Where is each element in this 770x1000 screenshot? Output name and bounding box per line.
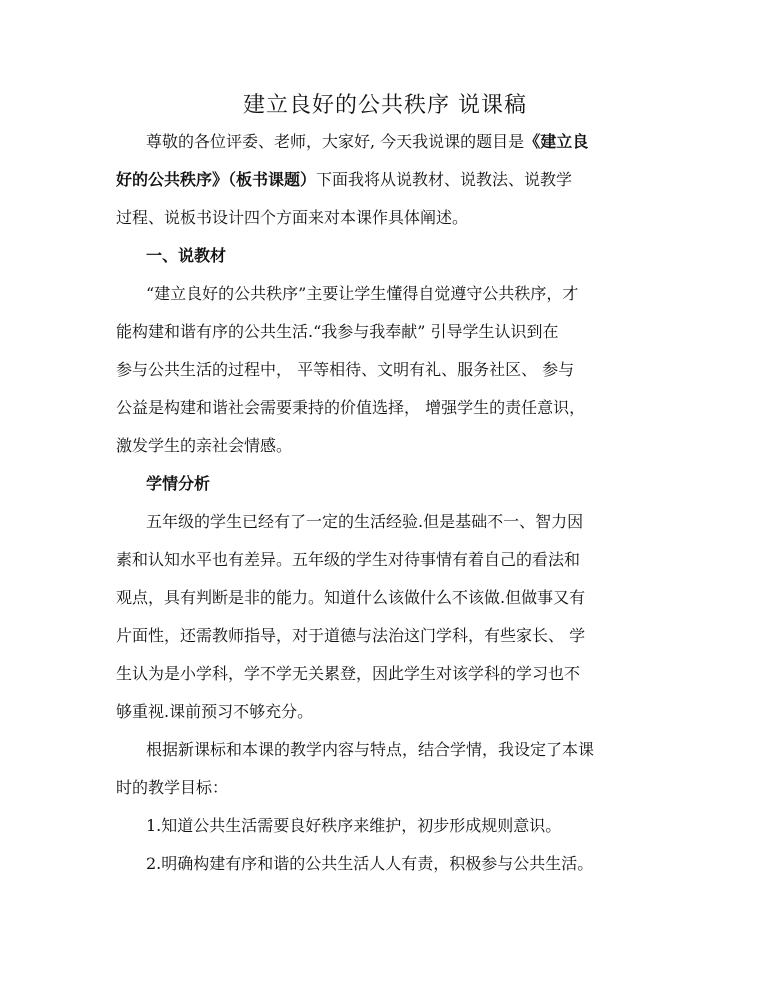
intro-line-1 [146, 132, 588, 152]
intro-text-2b: 下面我将从说教材、说教法、说教学 [316, 170, 573, 189]
goal-item-2: 2.明确构建有序和谐的公共生活人人有责，积极参与公共生活。 [146, 854, 594, 873]
intro-text-1a: 尊敬的各位评委、老师，大家好, 今天我说课的题目是 [146, 132, 525, 151]
goals-line-1: 根据新课标和本课的教学内容与特点，结合学情，我设定了本课 [146, 740, 595, 759]
section1-line-3: 参与公共生活的过程中， 平等相待、文明有礼、服务社区、 参与 [116, 360, 575, 379]
section2-line-2: 素和认知水平也有差异。五年级的学生对待事情有着自己的看法和 [116, 550, 581, 569]
section2-line-6: 够重视.课前预习不够充分。 [116, 702, 314, 721]
goals-line-2: 时的教学目标： [116, 778, 229, 797]
intro-text-2a: 好的公共秩序》（板书课题） [116, 170, 317, 189]
section1-line-4: 公益是构建和谐社会需要秉持的价值选择， 增强学生的责任意识， [116, 398, 586, 417]
section1-line-1: “建立良好的公共秩序”主要让学生懂得自觉遵守公共秩序，才 [146, 284, 579, 303]
intro-line-3: 过程、说板书设计四个方面来对本课作具体阐述。 [116, 208, 469, 227]
section2-line-1: 五年级的学生已经有了一定的生活经验.但是基础不一、智力因 [146, 512, 584, 531]
intro-text-1b: 《建立良 [524, 132, 589, 151]
section-heading-textbook: 一、说教材 [146, 246, 227, 265]
goal-item-1: 1.知道公共生活需要良好秩序来维护，初步形成规则意识。 [146, 816, 562, 835]
section1-line-2: 能构建和谐有序的公共生活.“我参与我奉献” 引导学生认识到在 [116, 322, 559, 341]
section2-line-3: 观点，具有判断是非的能力。知道什么该做什么不该做.但做事又有 [116, 588, 586, 607]
section-heading-student-analysis: 学情分析 [146, 474, 211, 493]
section2-line-5: 生认为是小学科，学不学无关累登，因此学生对该学科的学习也不 [116, 664, 581, 683]
document-title: 建立良好的公共秩序 说课稿 [243, 93, 527, 118]
section2-line-4: 片面性，还需教师指导，对于道德与法治这门学科，有些家长、 学 [116, 626, 586, 645]
section1-line-5: 激发学生的亲社会情感。 [116, 436, 293, 455]
intro-line-2 [116, 170, 572, 190]
